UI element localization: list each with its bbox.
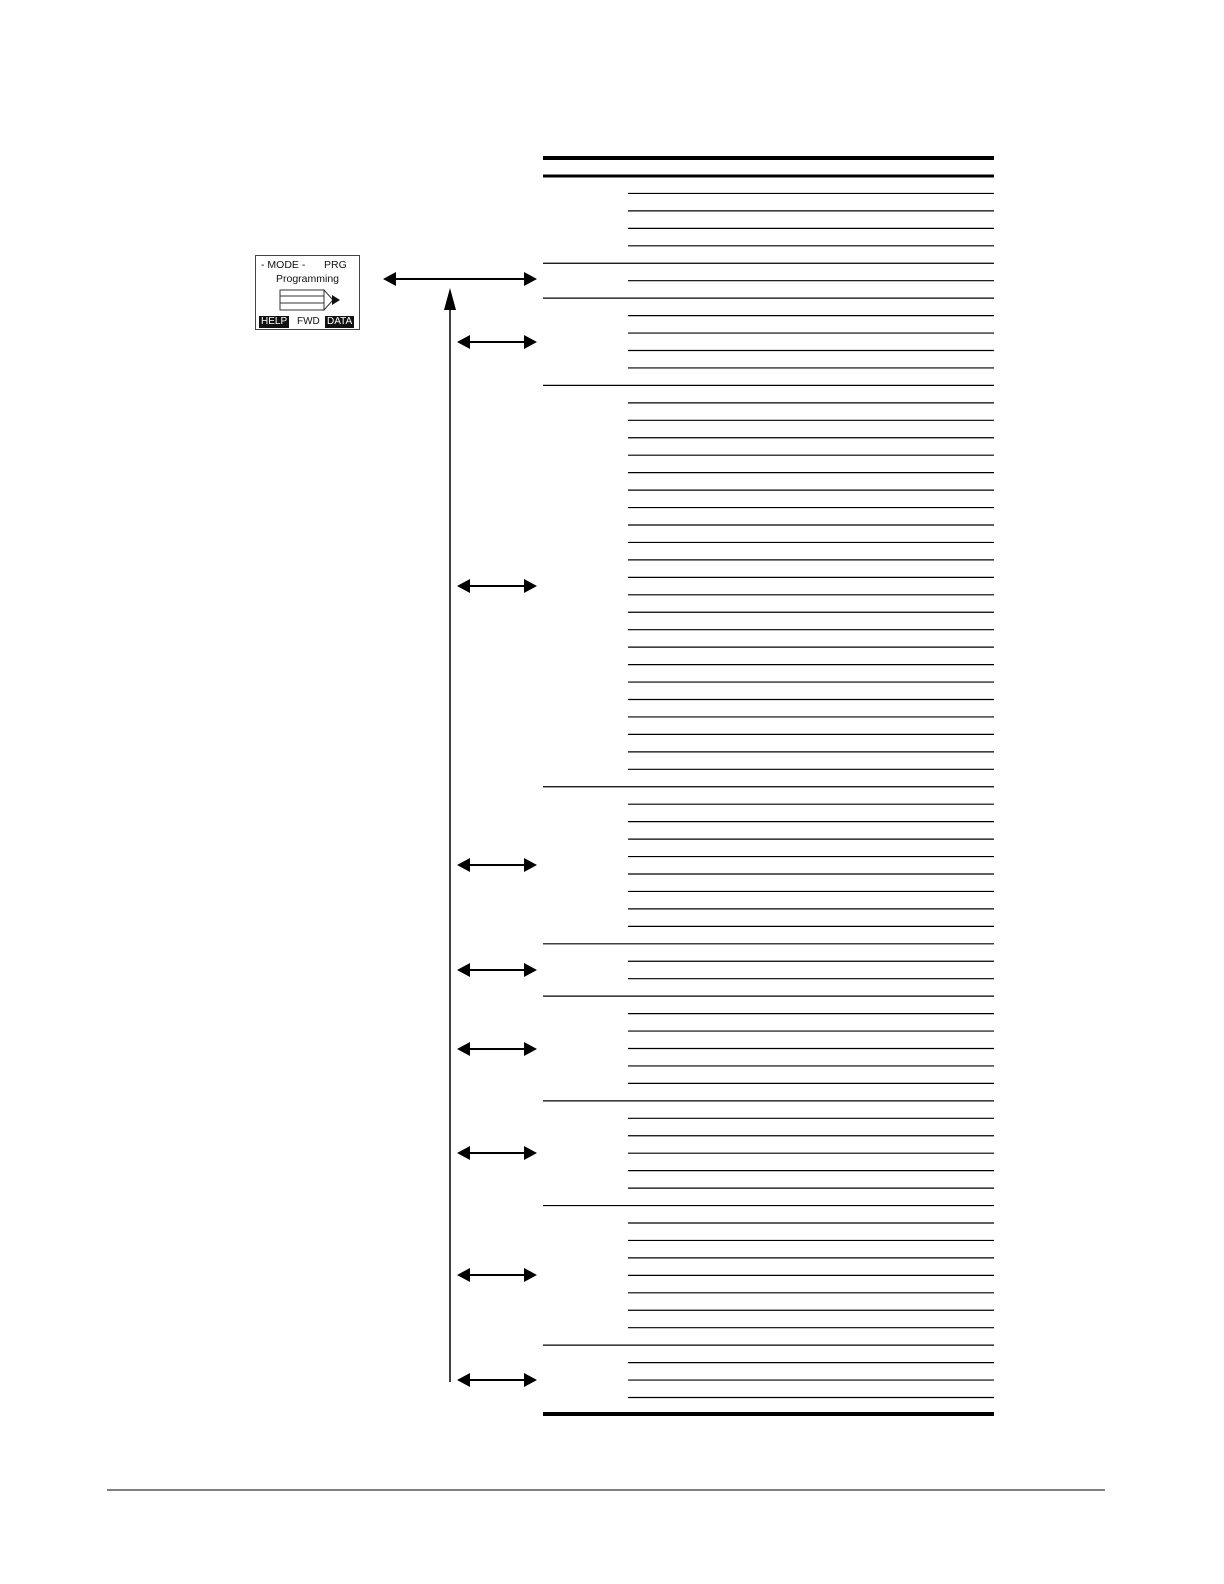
- branch-double-arrow-6-left-head: [457, 1146, 470, 1160]
- branch-double-arrow-5-left-head: [457, 1042, 470, 1056]
- branch-double-arrow-7-left-head: [457, 1268, 470, 1282]
- branch-double-arrow-3-left-head: [457, 858, 470, 872]
- trunk-up-head: [444, 288, 456, 310]
- branch-double-arrow-2-right-head: [524, 579, 537, 593]
- branch-double-arrow-8-right-head: [524, 1373, 537, 1387]
- branch-double-arrow-7-right-head: [524, 1268, 537, 1282]
- branch-double-arrow-4-left-head: [457, 963, 470, 977]
- branch-double-arrow-2-left-head: [457, 579, 470, 593]
- branch-double-arrow-4-right-head: [524, 963, 537, 977]
- lcd-mode-indicator: PRG: [324, 259, 347, 271]
- branch-double-arrow-1-left-head: [457, 335, 470, 349]
- lcd-mode-label: - MODE -: [261, 259, 306, 271]
- branch-double-arrow-3-right-head: [524, 858, 537, 872]
- branch-double-arrow-8-left-head: [457, 1373, 470, 1387]
- main-double-arrow-right-head: [524, 272, 537, 286]
- lcd-screen-title: Programming: [275, 273, 340, 285]
- branch-double-arrow-1-right-head: [524, 335, 537, 349]
- fwd-key[interactable]: FWD: [297, 316, 320, 327]
- main-double-arrow-left-head: [383, 272, 396, 286]
- data-key[interactable]: DATA: [327, 316, 353, 327]
- help-key[interactable]: HELP: [261, 316, 288, 327]
- branch-double-arrow-5-right-head: [524, 1042, 537, 1056]
- branch-double-arrow-6-right-head: [524, 1146, 537, 1160]
